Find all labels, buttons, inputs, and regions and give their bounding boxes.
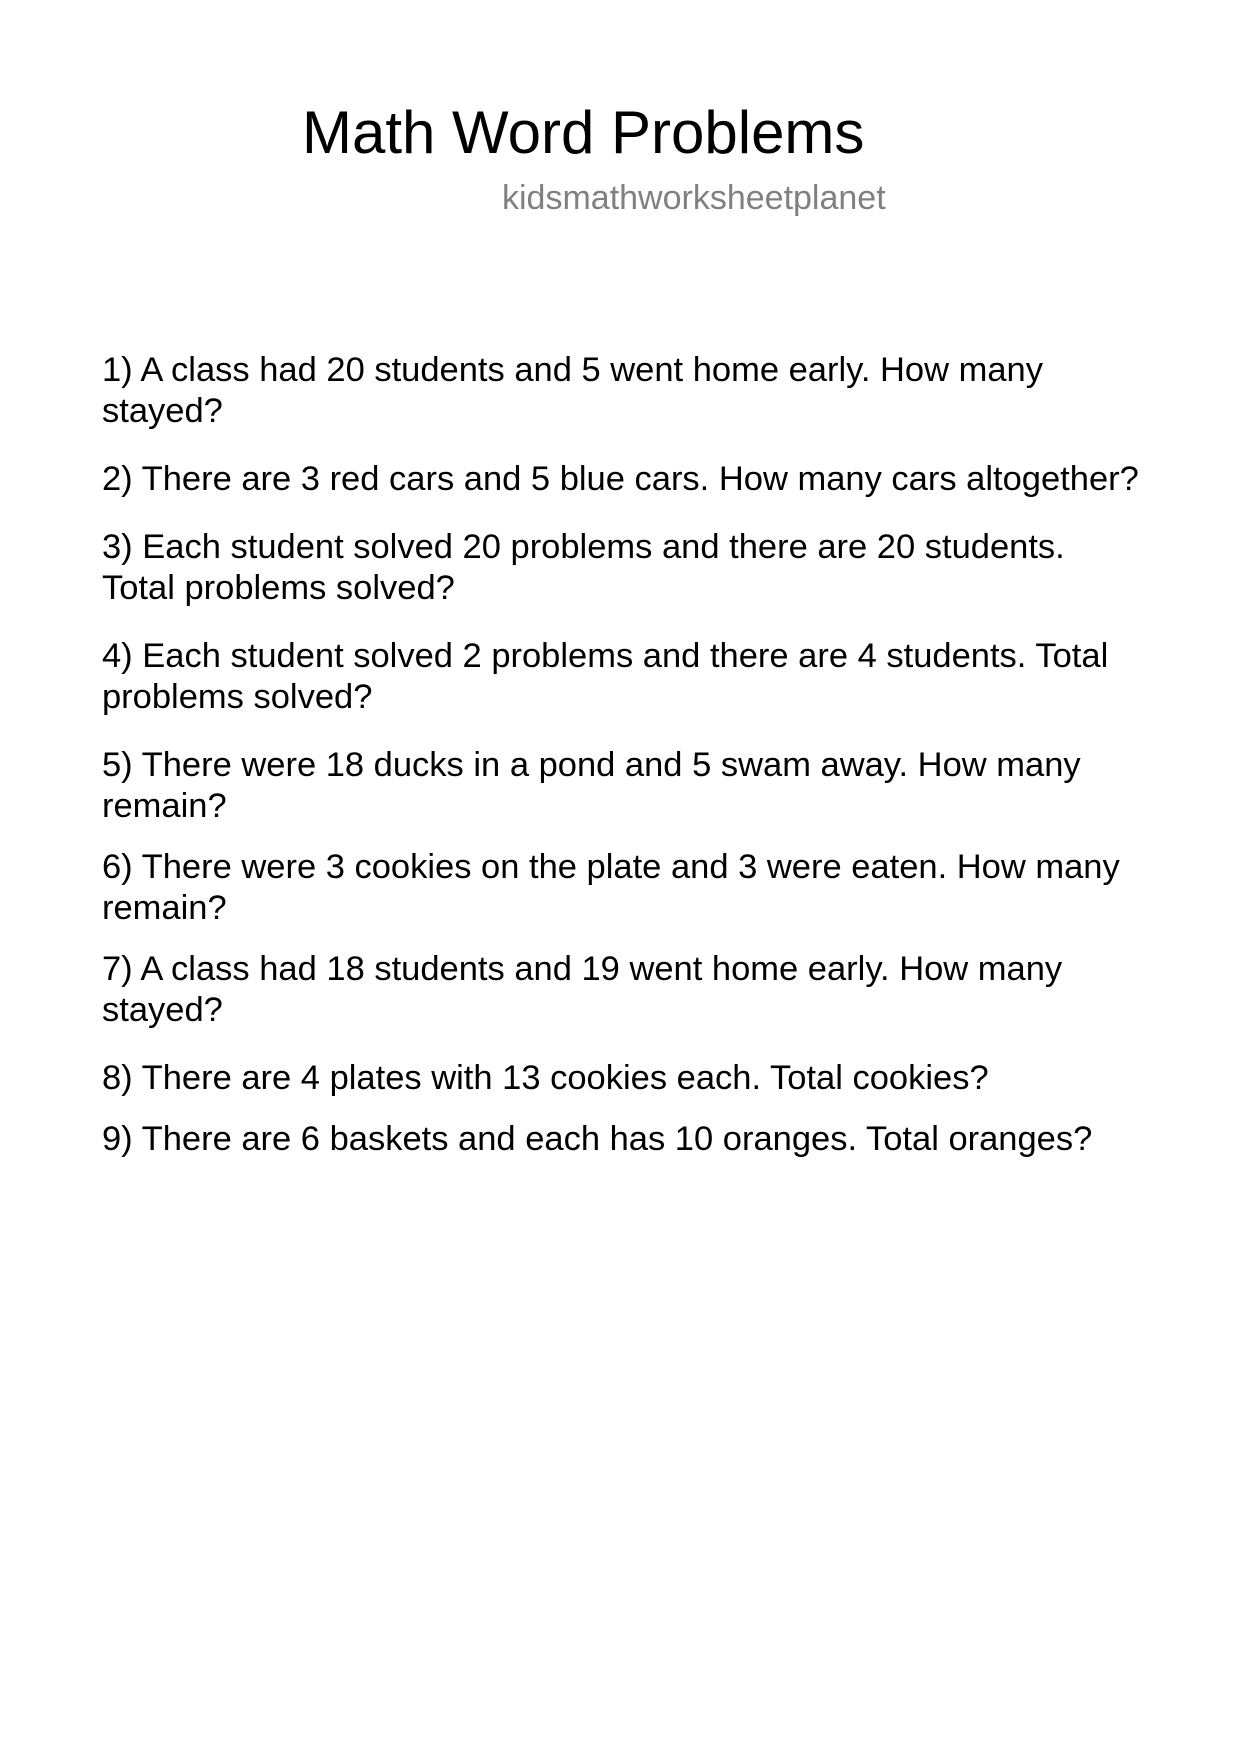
question-5: 5) There were 18 ducks in a pond and 5 swam away. How many remain? <box>102 746 1081 825</box>
question-2: 2) There are 3 red cars and 5 blue cars. How many cars altogether? <box>102 460 1139 498</box>
site-watermark: kidsmathworksheetplanet <box>502 179 886 217</box>
question-3: 3) Each student solved 20 problems and there are 20 students. Total problems solved? <box>102 528 1065 607</box>
question-6: 6) There were 3 cookies on the plate and 3 were eaten. How many remain? <box>102 848 1120 927</box>
question-9: 9) There are 6 baskets and each has 10 oranges. Total oranges? <box>102 1120 1093 1158</box>
question-1: 1) A class had 20 students and 5 went home early. How many stayed? <box>102 351 1043 430</box>
page-title: Math Word Problems <box>302 99 865 166</box>
question-list <box>102 350 1142 1160</box>
question-7: 7) A class had 18 students and 19 went home early. How many stayed? <box>102 950 1063 1029</box>
question-8: 8) There are 4 plates with 13 cookies each. Total cookies? <box>102 1059 989 1097</box>
question-4: 4) Each student solved 2 problems and there are 4 students. Total problems solved? <box>102 637 1109 716</box>
